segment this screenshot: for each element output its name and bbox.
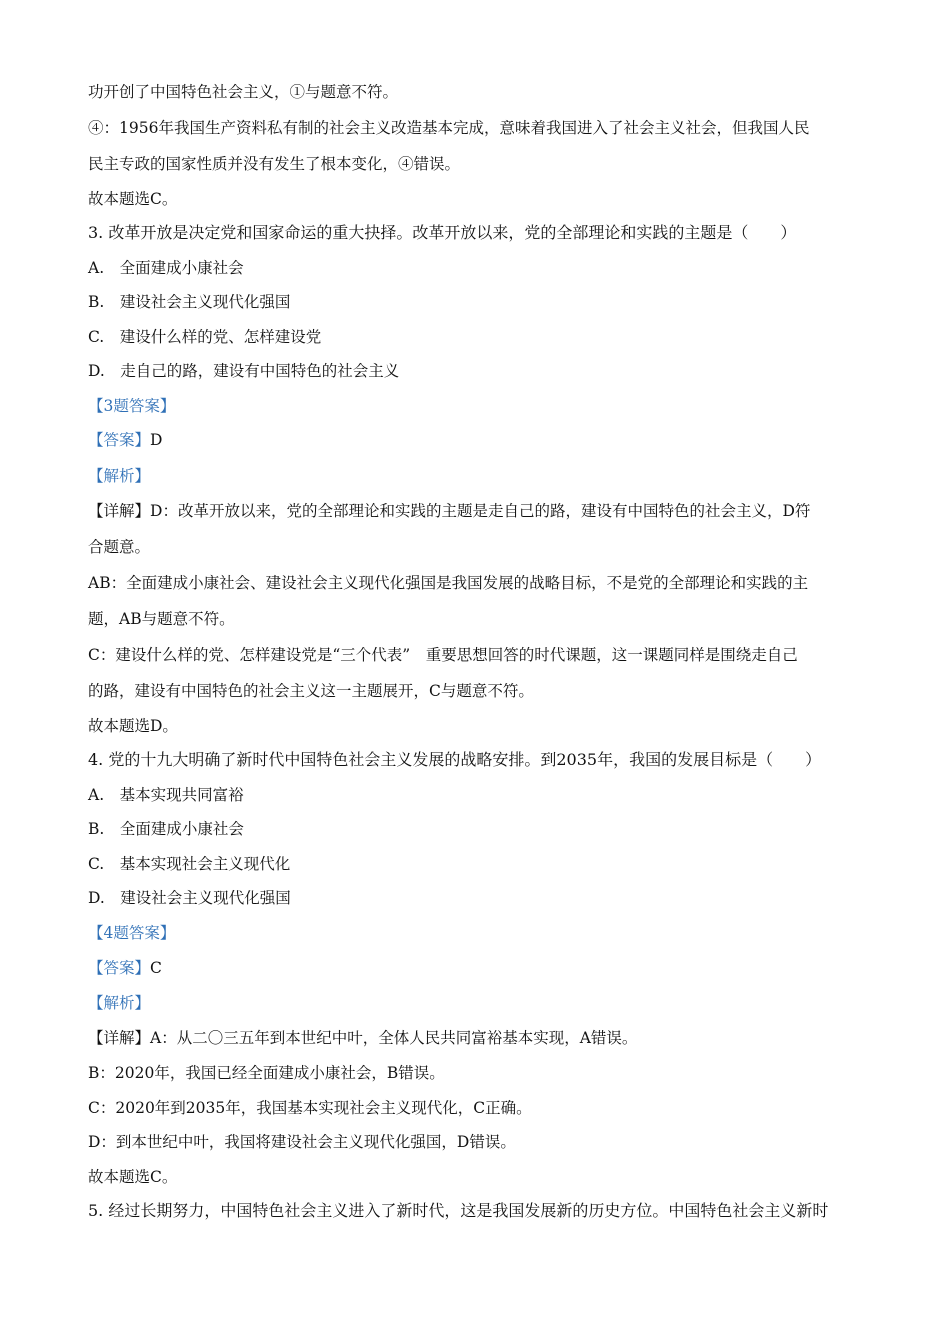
- answer-label: 【答案】: [88, 959, 151, 977]
- text-line: 功开创了中国特色社会主义，①与题意不符。: [88, 83, 399, 101]
- answer-value: C: [150, 959, 162, 977]
- text-line: 合题意。: [88, 538, 151, 556]
- detail-text: A：从二〇三五年到本世纪中叶，全体人民共同富裕基本实现，A错误。: [150, 1029, 638, 1047]
- text-line: B：2020年，我国已经全面建成小康社会，B错误。: [88, 1064, 445, 1082]
- option-b: B. 全面建成小康社会: [88, 820, 244, 838]
- text-line: 故本题选D。: [88, 717, 178, 735]
- detail-line: [88, 1028, 862, 1048]
- answer-heading: 【3题答案】: [88, 397, 176, 415]
- text-line: 民主专政的国家性质并没有发生了根本变化，④错误。: [88, 155, 461, 173]
- text-line: C：2020年到2035年，我国基本实现社会主义现代化，C正确。: [88, 1099, 532, 1117]
- text-line: D：到本世纪中叶，我国将建设社会主义现代化强国，D错误。: [88, 1133, 516, 1151]
- option-d: D. 走自己的路，建设有中国特色的社会主义: [88, 362, 400, 380]
- option-c: C. 基本实现社会主义现代化: [88, 855, 291, 873]
- option-a: A. 全面建成小康社会: [88, 259, 244, 277]
- text-line: ④：1956年我国生产资料私有制的社会主义改造基本完成，意味着我国进入了社会主义社会，但我国人民: [88, 119, 810, 137]
- detail-label: 【详解】: [88, 1029, 151, 1047]
- analysis-heading: 【解析】: [88, 467, 151, 485]
- text-line: AB：全面建成小康社会、建设社会主义现代化强国是我国发展的战略目标，不是党的全部理论和实践的主: [88, 574, 809, 592]
- text-line: 题，AB与题意不符。: [88, 610, 235, 628]
- detail-label: 【详解】: [88, 502, 151, 520]
- analysis-heading: 【解析】: [88, 994, 151, 1012]
- question-4-stem: 4. 党的十九大明确了新时代中国特色社会主义发展的战略安排。到2035年，我国的发展目标是（ ）: [88, 750, 822, 769]
- option-c: C. 建设什么样的党、怎样建设党: [88, 328, 322, 346]
- text-line: C：建设什么样的党、怎样建设党是“三个代表” 重要思想回答的时代课题，这一课题同样是围绕走自己: [88, 646, 798, 664]
- option-d: D. 建设社会主义现代化强国: [88, 889, 291, 907]
- option-a: A. 基本实现共同富裕: [88, 786, 244, 804]
- answer-line: [88, 430, 862, 450]
- text-line: 故本题选C。: [88, 1168, 178, 1186]
- text-line: 的路，建设有中国特色的社会主义这一主题展开，C与题意不符。: [88, 682, 534, 700]
- detail-text: D：改革开放以来，党的全部理论和实践的主题是走自己的路，建设有中国特色的社会主义，D符: [150, 502, 811, 520]
- answer-label: 【答案】: [88, 431, 151, 449]
- question-3-stem: 3. 改革开放是决定党和国家命运的重大抉择。改革开放以来，党的全部理论和实践的主题是（ ）: [88, 223, 797, 242]
- text-line: 故本题选C。: [88, 190, 178, 208]
- detail-line: [88, 501, 862, 521]
- answer-heading: 【4题答案】: [88, 924, 176, 942]
- option-b: B. 建设社会主义现代化强国: [88, 293, 291, 311]
- question-5-stem: 5. 经过长期努力，中国特色社会主义进入了新时代，这是我国发展新的历史方位。中国特色社会主义新时: [88, 1201, 829, 1220]
- answer-value: D: [150, 431, 163, 449]
- answer-line: [88, 958, 862, 978]
